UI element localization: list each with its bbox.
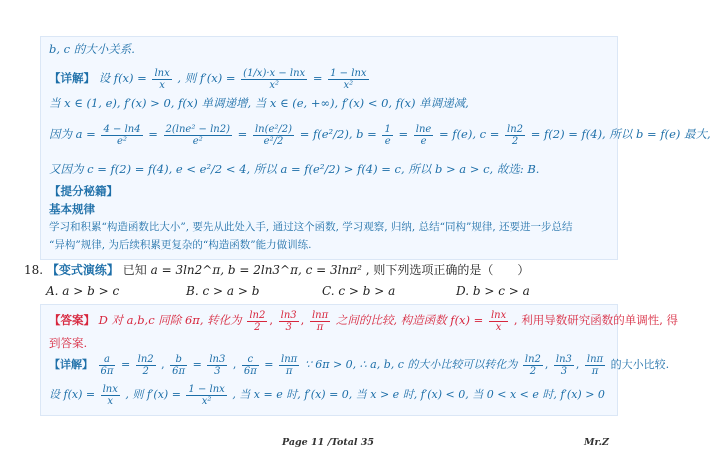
line-conclusion: 又因为 c = f(2) = f(4), e < e²/2 < 4, 所以 a = f(e²/2) > f(4) = c, 所以 b > a > c, 故选: B.	[49, 162, 540, 176]
fraction: $\frac{a}{6\pi}$	[100, 353, 114, 377]
fraction: $\frac{\ln 2}{2}$	[137, 353, 154, 377]
answer-line-2: 到答案.	[49, 336, 88, 350]
detail-line: 【详解】 $\frac{a}{6\pi}$ = $\frac{\ln 2}{2}$ , $\frac{b}{6\pi}$ = $\frac{\ln 3}{3}$ , $\frac{c}{6\pi}$ = $\frac{\ln\pi}{\pi}$ ∵ 6π > 0, ∴ a, b, c 的大小比较可以转化为 $\frac{\ln 2}{2}$ , $\frac{\ln 3}{3}$ , $\frac{\ln\pi}{\pi}$ 的大小比较.	[49, 353, 670, 377]
fraction: $\frac{1 - \ln x}{\text{x²}}$	[188, 383, 225, 407]
answer-tag: 【答案】	[49, 313, 95, 327]
question-stem: 18. 【变式演练】 已知 a = 3ln2^π, b = 2ln3^π, c = 3lnπ² , 则下列选项正确的是（ ）	[24, 263, 530, 277]
variant-tag: 【变式演练】	[46, 263, 119, 277]
question-number: 18.	[24, 263, 44, 277]
fraction: $\frac{\ln\pi}{\pi}$	[311, 309, 329, 333]
fraction: $\frac{\ln\pi}{\pi}$	[281, 353, 298, 377]
line-compute-values: 因为 a = $\frac{4 - \ln 4}{\text{e²}}$ = $\frac{\text{2(lne² − ln2)}}{\text{e²}}$ = $\frac{\text{ln(e²/2)}}{\text{e²/2}}$ = f(e²/2), b = $\frac{1}{e}$ = $\frac{\ln e}{e}$ = f(e), c = $\frac{\ln 2}{2}$ = f(2) = f(4), 所以 b = f(e) 最大,	[49, 123, 711, 147]
option-c: C. c > b > a	[322, 284, 396, 298]
fraction: $\frac{(1/x)\cdot x - \ln x}{\text{x²}}$	[243, 67, 306, 91]
solution-panel-top	[40, 36, 711, 260]
option-a: A. a > b > c	[46, 284, 120, 298]
fraction: $\frac{c}{6\pi}$	[243, 353, 257, 377]
fraction: $\frac{1}{e}$	[384, 123, 391, 147]
answer-line: 【答案】 D 对 a,b,c 同除 6π, 转化为 $\frac{\ln 2}{2}$ , $\frac{\ln 3}{3}$ , $\frac{\ln\pi}{\pi}$ 之间的比较, 构造函数 f(x) = $\frac{\ln x}{x}$ , 利用导数研究函数的单调性, 得	[49, 309, 679, 333]
author-mark: Mr.Z	[584, 437, 609, 448]
tips-text-2: “异构”规律, 为后续积累更复杂的“构造函数”能力做训练.	[49, 239, 312, 251]
fraction: $\frac{\ln 2}{2}$	[249, 309, 266, 333]
option-b: B. c > a > b	[186, 284, 260, 298]
fraction: $\frac{\ln x}{x}$	[490, 309, 507, 333]
line-relation: b, c 的大小关系.	[49, 42, 135, 56]
page-number: Page 11 /Total 35	[282, 437, 375, 448]
fraction: $\frac{\ln\pi}{\pi}$	[586, 353, 604, 377]
line-monotonicity: 当 x ∈ (1, e), f′(x) > 0, f(x) 单调递增, 当 x ∈ (e, +∞), f′(x) < 0, f(x) 单调递减,	[49, 96, 469, 110]
tips-text-1: 学习和积累“构造函数比大小”, 要先从此处入手, 通过这个函数, 学习观察, 归纳, 总结“同构”规律, 还要进一步总结	[49, 221, 573, 233]
fraction: $\frac{\ln e}{e}$	[415, 123, 432, 147]
detail-tag-2: 【详解】	[49, 358, 93, 371]
fraction: $\frac{\ln 2}{2}$	[507, 123, 524, 147]
tips-tag: 【提分秘籍】	[49, 184, 118, 198]
fraction: $\frac{\ln x}{x}$	[102, 383, 118, 407]
fraction: $\frac{\ln x}{x}$	[154, 67, 170, 91]
fraction: $\frac{\ln 3}{3}$	[280, 309, 297, 333]
detail-tag: 【详解】	[49, 71, 95, 85]
solution-panel-bottom	[40, 304, 679, 416]
fraction: $\frac{\ln 2}{2}$	[524, 353, 541, 377]
fraction: $\frac{\ln 3}{3}$	[209, 353, 226, 377]
fraction: $\frac{b}{6\pi}$	[172, 353, 186, 377]
option-d: D. b > c > a	[456, 284, 530, 298]
fraction: $\frac{\text{2(lne² − ln2)}}{\text{e²}}$	[165, 123, 230, 147]
fraction: $\frac{\text{ln(e²/2)}}{\text{e²/2}}$	[254, 123, 293, 147]
line-define-function: 【详解】 设 f(x) = $\frac{\ln x}{x}$ , 则 f′(x) = $\frac{(1/x)\cdot x - \ln x}{\text{x²}}$ = $\frac{1 - \ln x}{\text{x²}}$	[49, 67, 367, 91]
derivative-line: 设 f(x) = $\frac{\ln x}{x}$ , 则 f′(x) = $\frac{1 - \ln x}{\text{x²}}$ , 当 x = e 时, f′(x) = 0, 当 x > e 时, f′(x) < 0, 当 0 < x < e 时, f′(x) > 0	[49, 383, 605, 407]
fraction: $\frac{\ln 3}{3}$	[555, 353, 572, 377]
fraction: $\frac{4 - \ln 4}{\text{e²}}$	[103, 123, 141, 147]
basic-rule-heading: 基本规律	[49, 202, 95, 216]
fraction: $\frac{1 - \ln x}{\text{x²}}$	[330, 67, 367, 91]
